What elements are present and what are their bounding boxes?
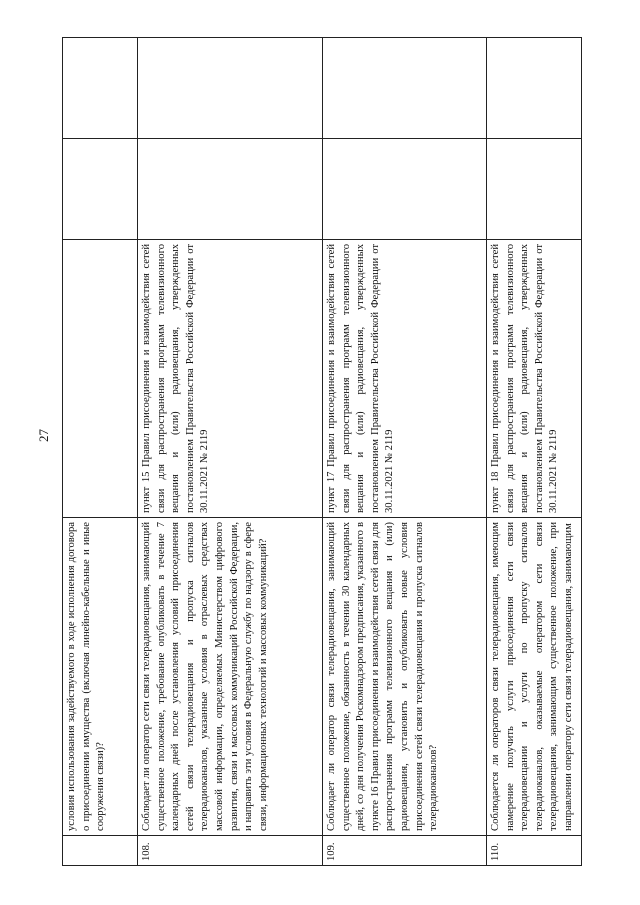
note-cell	[323, 38, 487, 139]
rotated-table-wrapper	[62, 38, 581, 866]
row-number	[63, 836, 138, 866]
question-cell: условия использования задействуемого в ходе исполнения договора о присоединении имущества (включая линейно-кабельные и иные сооружения связи)?	[63, 518, 138, 836]
answer-cell	[323, 139, 487, 240]
norm-reference-cell: пункт 18 Правил присоединения и взаимодействия сетей связи для распространения программ телевизионного вещания и (или) радиовещания, утвержденных постановлением Правительства Российской Федерации от 30.11.2021 № 2119	[487, 240, 582, 518]
norm-reference-cell	[63, 240, 138, 518]
row-number: 108.	[138, 836, 323, 866]
table-row	[487, 38, 582, 866]
answer-cell	[138, 139, 323, 240]
answer-cell	[487, 139, 582, 240]
requirements-table	[62, 37, 582, 866]
page-number: 27	[36, 429, 51, 442]
table-row	[63, 38, 138, 866]
answer-cell	[63, 139, 138, 240]
note-cell	[487, 38, 582, 139]
row-number: 109.	[323, 836, 487, 866]
question-cell: Соблюдает ли оператор связи телерадиовещания, занимающий существенное положение, обязанность в течении 30 календарных дней, со дня получения Роскомнадзором предписания, указанного в пункте 16 Правил присоединения и взаимодействия сетей связи для распространения программ телевизионного вещания и (или) радиовещания, установить и опубликовать новые условия присоединения сетей связи телерадиовещания и пропуска сигналов телерадиоканалов?	[323, 518, 487, 836]
table-row	[323, 38, 487, 866]
note-cell	[63, 38, 138, 139]
note-cell	[138, 38, 323, 139]
question-cell: Соблюдается ли операторов связи телерадиовещания, имеющим намерение получить услуги присоединения сети связи телерадиовещании и услуги по пропуску сигналов телерадиоканалов, оказываемые оператором сети связи телерадиовещания, занимающим существенное положение, при направлении оператору сети связи телерадиовещания, занимающим	[487, 518, 582, 836]
norm-reference-cell: пункт 15 Правил присоединения и взаимодействия сетей связи для распространения программ телевизионного вещания и (или) радиовещания, утвержденных постановлением Правительства Российской Федерации от 30.11.2021 № 2119	[138, 240, 323, 518]
table-row	[138, 38, 323, 866]
norm-reference-cell: пункт 17 Правил присоединения и взаимодействия сетей связи для распространения программ телевизионного вещания и (или) радиовещания, утвержденных постановлением Правительства Российской Федерации от 30.11.2021 № 2119	[323, 240, 487, 518]
row-number: 110.	[487, 836, 582, 866]
question-cell: Соблюдает ли оператор сети связи телерадиовещания, занимающий существенное положение, требование опубликовать в течение 7 календарных дней после установления условий присоединения сетей связи телерадиовещания и пропуска сигналов телерадиоканалов, указанные условия в отраслевых средствах массовой информации, определяемых Министерством цифрового развития, связи и массовых коммуникаций Российской Федерации, и направить эти условия в Федеральную службу по надзору в сфере связи, информационных технологий и массовых коммуникаций?	[138, 518, 323, 836]
